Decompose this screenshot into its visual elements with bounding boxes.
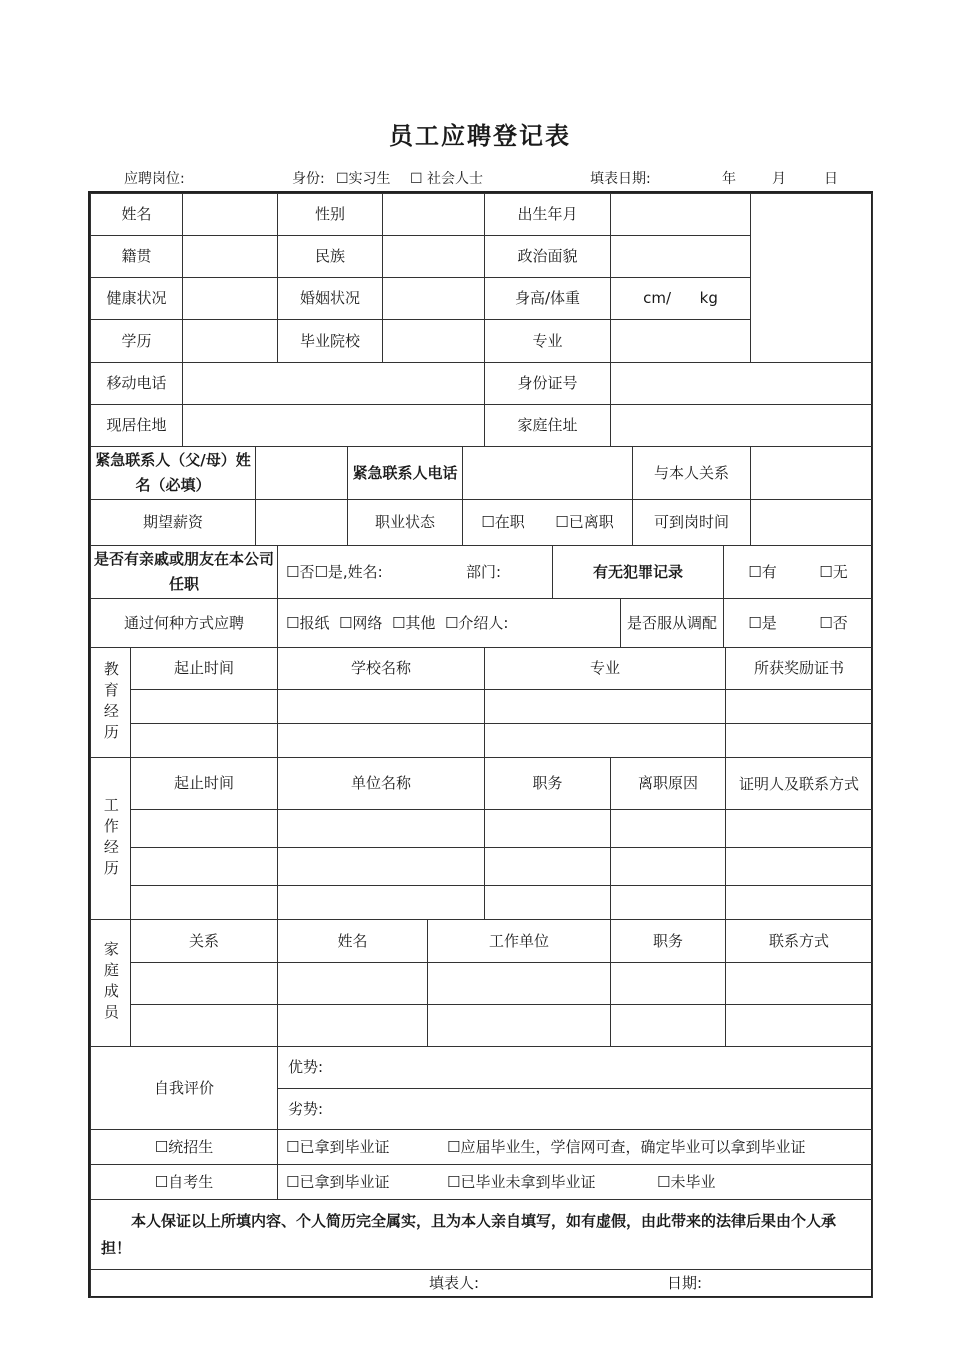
- id-number-label: 身份证号: [484, 362, 611, 405]
- self-study-options: [277, 1164, 873, 1200]
- work-period-header: 起止时间: [130, 757, 278, 810]
- emergency-phone-label: 紧急联系人电话: [347, 446, 463, 500]
- family-row-1-cell[interactable]: [130, 962, 278, 1005]
- relation-field[interactable]: [750, 446, 873, 500]
- birth-field[interactable]: [610, 193, 751, 236]
- edu-row-2-cell[interactable]: [725, 723, 873, 758]
- school-field[interactable]: [382, 319, 485, 363]
- education-label: 学历: [90, 319, 183, 363]
- major-label: 专业: [484, 319, 611, 363]
- home-address-label: 家庭住址: [484, 404, 611, 447]
- photo-box[interactable]: [750, 193, 873, 363]
- work-reference-header: 证明人及联系方式: [725, 757, 873, 810]
- family-title-header: 职务: [610, 919, 726, 963]
- political-label: 政治面貌: [484, 235, 611, 278]
- work-row-3-cell[interactable]: [725, 885, 873, 920]
- work-row-1-cell[interactable]: [484, 809, 611, 848]
- health-label: 健康状况: [90, 277, 183, 320]
- height-weight-label: 身高/体重: [484, 277, 611, 320]
- signature-row: [90, 1269, 873, 1298]
- family-employer-header: 工作单位: [427, 919, 611, 963]
- salary-label: 期望薪资: [90, 499, 256, 546]
- political-field[interactable]: [610, 235, 751, 278]
- work-row-1-cell[interactable]: [610, 809, 726, 848]
- family-row-1-cell[interactable]: [725, 962, 873, 1005]
- identity-label: 身份:: [292, 171, 325, 187]
- resigned-checkbox[interactable]: ☐已离职: [555, 513, 614, 532]
- work-row-2-cell[interactable]: [277, 847, 485, 886]
- family-row-2-cell[interactable]: [130, 1004, 278, 1047]
- work-row-2-cell[interactable]: [130, 847, 278, 886]
- self-evaluation-label: 自我评价: [90, 1046, 278, 1130]
- gender-field[interactable]: [382, 193, 485, 236]
- family-members-label: 家庭成员: [90, 919, 131, 1047]
- channel-label: 通过何种方式应聘: [90, 598, 278, 648]
- registration-form: [88, 191, 873, 1298]
- job-status-options: [462, 499, 633, 546]
- year-label: 年: [722, 171, 736, 187]
- native-field[interactable]: [182, 235, 278, 278]
- identity-social-checkbox[interactable]: ☐ 社会人士: [410, 171, 484, 187]
- fresh-graduate-checkbox[interactable]: ☐应届毕业生，学信网可查，确定毕业可以拿到毕业证: [447, 1137, 806, 1156]
- marital-field[interactable]: [382, 277, 485, 320]
- work-row-2-cell[interactable]: [484, 847, 611, 886]
- ethnic-field[interactable]: [382, 235, 485, 278]
- fill-date-label: 填表日期:: [590, 171, 651, 187]
- edu-row-2-cell[interactable]: [484, 723, 726, 758]
- edu-row-1-cell[interactable]: [484, 689, 726, 724]
- mobile-field[interactable]: [182, 362, 485, 405]
- home-address-field[interactable]: [610, 404, 873, 447]
- name-field[interactable]: [182, 193, 278, 236]
- emergency-phone-field[interactable]: [462, 446, 633, 500]
- criminal-yes-checkbox[interactable]: ☐有: [748, 562, 777, 581]
- family-row-2-cell[interactable]: [725, 1004, 873, 1047]
- department-label: 部门:: [466, 562, 502, 581]
- edu-award-header: 所获奖励证书: [725, 647, 873, 690]
- salary-field[interactable]: [255, 499, 348, 546]
- name-label: 姓名: [90, 193, 183, 236]
- adjust-options: [723, 598, 873, 648]
- relation-label: 与本人关系: [632, 446, 751, 500]
- family-relation-header: 关系: [130, 919, 278, 963]
- family-row-2-cell[interactable]: [277, 1004, 428, 1047]
- page-title: 员工应聘登记表: [389, 122, 571, 150]
- criminal-record-options: [723, 545, 873, 599]
- emergency-name-label: 紧急联系人（父/母）姓名（必填）: [90, 446, 256, 500]
- ethnic-label: 民族: [277, 235, 383, 278]
- health-field[interactable]: [182, 277, 278, 320]
- adjust-yes-checkbox[interactable]: ☐是: [748, 613, 777, 632]
- sign-date-label: 日期:: [667, 1274, 703, 1293]
- edu-period-header: 起止时间: [130, 647, 278, 690]
- education-history-label: 教育经历: [90, 647, 131, 758]
- filler-label: 填表人:: [429, 1274, 480, 1293]
- position-label: 应聘岗位:: [124, 171, 185, 187]
- family-row-2-cell[interactable]: [427, 1004, 611, 1047]
- height-weight-field[interactable]: cm/ kg: [610, 277, 751, 320]
- edu-row-1-cell[interactable]: [277, 689, 485, 724]
- declaration-text: 本人保证以上所填内容、个人简历完全属实，且为本人亲自填写，如有虚假，由此带来的法律后果由个人承担！: [90, 1199, 873, 1270]
- weaknesses-field[interactable]: 劣势:: [277, 1088, 873, 1130]
- relatives-checkboxes[interactable]: ☐否☐是,姓名:: [286, 562, 383, 581]
- major-field[interactable]: [610, 319, 751, 363]
- adjust-no-checkbox[interactable]: ☐否: [819, 613, 848, 632]
- available-time-field[interactable]: [750, 499, 873, 546]
- work-row-1-cell[interactable]: [725, 809, 873, 848]
- regular-admission-options: [277, 1129, 873, 1165]
- edu-major-header: 专业: [484, 647, 726, 690]
- family-row-1-cell[interactable]: [427, 962, 611, 1005]
- edu-row-2-cell[interactable]: [277, 723, 485, 758]
- work-history-label: 工作经历: [90, 757, 131, 920]
- work-row-2-cell[interactable]: [610, 847, 726, 886]
- emergency-name-field[interactable]: [255, 446, 348, 500]
- employed-checkbox[interactable]: ☐在职: [481, 513, 525, 532]
- work-row-3-cell[interactable]: [130, 885, 278, 920]
- strengths-field[interactable]: 优势:: [277, 1046, 873, 1089]
- work-row-1-cell[interactable]: [277, 809, 485, 848]
- work-company-header: 单位名称: [277, 757, 485, 810]
- mobile-label: 移动电话: [90, 362, 183, 405]
- family-row-1-cell[interactable]: [277, 962, 428, 1005]
- graduated-no-diploma-checkbox[interactable]: ☐已毕业未拿到毕业证: [447, 1172, 596, 1191]
- work-row-3-cell[interactable]: [277, 885, 485, 920]
- work-reason-header: 离职原因: [610, 757, 726, 810]
- not-graduated-checkbox[interactable]: ☐未毕业: [657, 1172, 716, 1191]
- edu-row-2-cell[interactable]: [130, 723, 278, 758]
- available-time-label: 可到岗时间: [632, 499, 751, 546]
- family-name-header: 姓名: [277, 919, 428, 963]
- family-contact-header: 联系方式: [725, 919, 873, 963]
- edu-row-1-cell[interactable]: [725, 689, 873, 724]
- self-study-checkbox[interactable]: ☐自考生: [90, 1164, 278, 1200]
- marital-label: 婚姻状况: [277, 277, 383, 320]
- criminal-record-label: 有无犯罪记录: [552, 545, 724, 599]
- current-address-field[interactable]: [182, 404, 485, 447]
- school-label: 毕业院校: [277, 319, 383, 363]
- adjust-label: 是否服从调配: [620, 598, 724, 648]
- relatives-label: 是否有亲戚或朋友在本公司任职: [90, 545, 278, 599]
- day-label: 日: [824, 171, 838, 187]
- relatives-options: [277, 545, 553, 599]
- edu-row-1-cell[interactable]: [130, 689, 278, 724]
- regular-admission-checkbox[interactable]: ☐统招生: [90, 1129, 278, 1165]
- month-label: 月: [772, 171, 786, 187]
- current-address-label: 现居住地: [90, 404, 183, 447]
- self-study-diploma-checkbox[interactable]: ☐已拿到毕业证: [286, 1172, 390, 1191]
- identity-intern-checkbox[interactable]: ☐实习生: [336, 171, 391, 187]
- gender-label: 性别: [277, 193, 383, 236]
- edu-school-header: 学校名称: [277, 647, 485, 690]
- regular-diploma-checkbox[interactable]: ☐已拿到毕业证: [286, 1137, 390, 1156]
- family-row-1-cell[interactable]: [610, 962, 726, 1005]
- work-row-1-cell[interactable]: [130, 809, 278, 848]
- birth-label: 出生年月: [484, 193, 611, 236]
- work-row-3-cell[interactable]: [610, 885, 726, 920]
- work-row-2-cell[interactable]: [725, 847, 873, 886]
- family-row-2-cell[interactable]: [610, 1004, 726, 1047]
- work-row-3-cell[interactable]: [484, 885, 611, 920]
- education-field[interactable]: [182, 319, 278, 363]
- id-number-field[interactable]: [610, 362, 873, 405]
- channel-options[interactable]: ☐报纸 ☐网络 ☐其他 ☐介绍人:: [277, 598, 621, 648]
- native-label: 籍贯: [90, 235, 183, 278]
- criminal-no-checkbox[interactable]: ☐无: [819, 562, 848, 581]
- job-status-label: 职业状态: [347, 499, 463, 546]
- work-title-header: 职务: [484, 757, 611, 810]
